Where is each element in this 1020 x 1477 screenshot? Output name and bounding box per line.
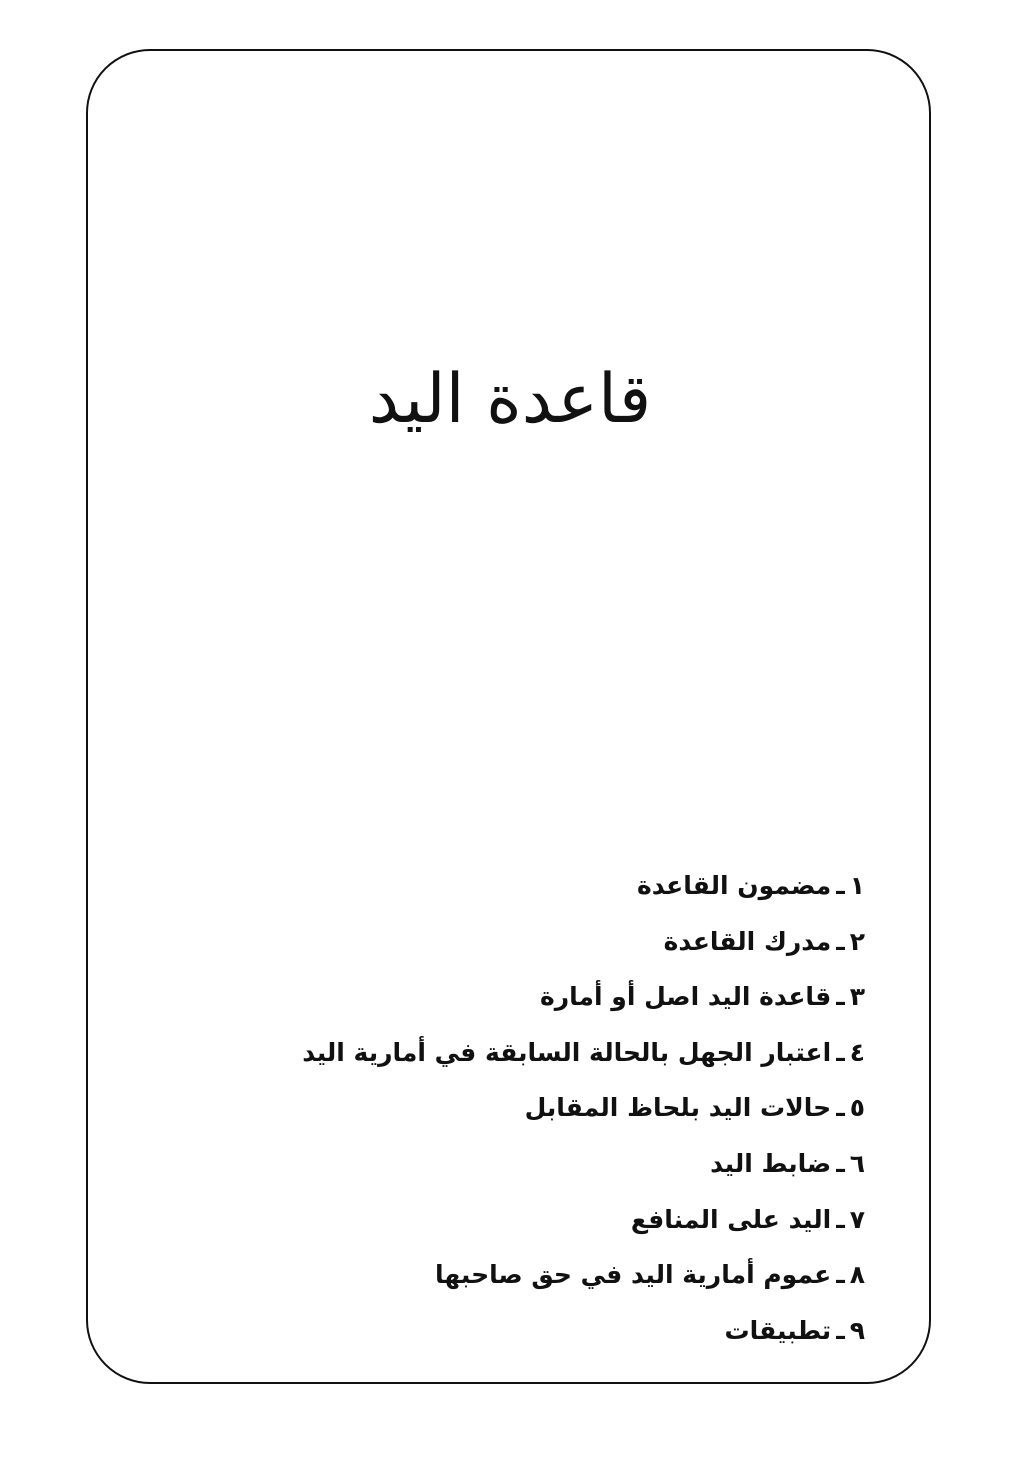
item-number: ٧ (849, 1204, 865, 1234)
item-dash: ـ (836, 1037, 845, 1067)
item-number: ٣ (849, 982, 865, 1012)
item-text: مضمون القاعدة (636, 871, 832, 900)
item-number: ٦ (849, 1148, 865, 1178)
item-text: اعتبار الجهل بالحالة السابقة في أمارية اليد (302, 1037, 832, 1067)
item-dash: ـ (836, 1315, 845, 1345)
item-number: ٥ (849, 1093, 865, 1123)
item-dash: ـ (836, 1148, 845, 1178)
item-number: ٩ (849, 1315, 865, 1345)
item-text: ضابط اليد (710, 1148, 832, 1178)
item-dash: ـ (836, 982, 845, 1012)
contents-item (302, 1309, 865, 1365)
page-title: قاعدة اليد (368, 360, 652, 439)
item-text: حالات اليد بلحاظ المقابل (524, 1093, 832, 1123)
item-number: ٢ (849, 926, 865, 956)
contents-item (302, 975, 865, 1031)
item-text: تطبيقات (724, 1315, 832, 1345)
item-dash: ـ (836, 1204, 845, 1234)
contents-item (302, 1253, 865, 1309)
contents-item (302, 1086, 865, 1142)
item-number: ٨ (849, 1260, 865, 1290)
item-text: اليد على المنافع (630, 1204, 832, 1234)
contents-item (302, 864, 865, 920)
item-text: قاعدة اليد اصل أو أمارة (540, 982, 832, 1012)
item-number: ٤ (849, 1037, 865, 1067)
item-text: مدرك القاعدة (663, 926, 832, 956)
item-dash: ـ (836, 871, 845, 900)
contents-list (302, 864, 865, 1364)
item-text: عموم أمارية اليد في حق صاحبها (434, 1260, 832, 1290)
contents-item (302, 1142, 865, 1198)
item-number: ١ (849, 871, 865, 900)
contents-item (302, 1031, 865, 1087)
contents-item (302, 920, 865, 976)
item-dash: ـ (836, 1260, 845, 1290)
contents-item (302, 1198, 865, 1254)
item-dash: ـ (836, 1093, 845, 1123)
item-dash: ـ (836, 926, 845, 956)
